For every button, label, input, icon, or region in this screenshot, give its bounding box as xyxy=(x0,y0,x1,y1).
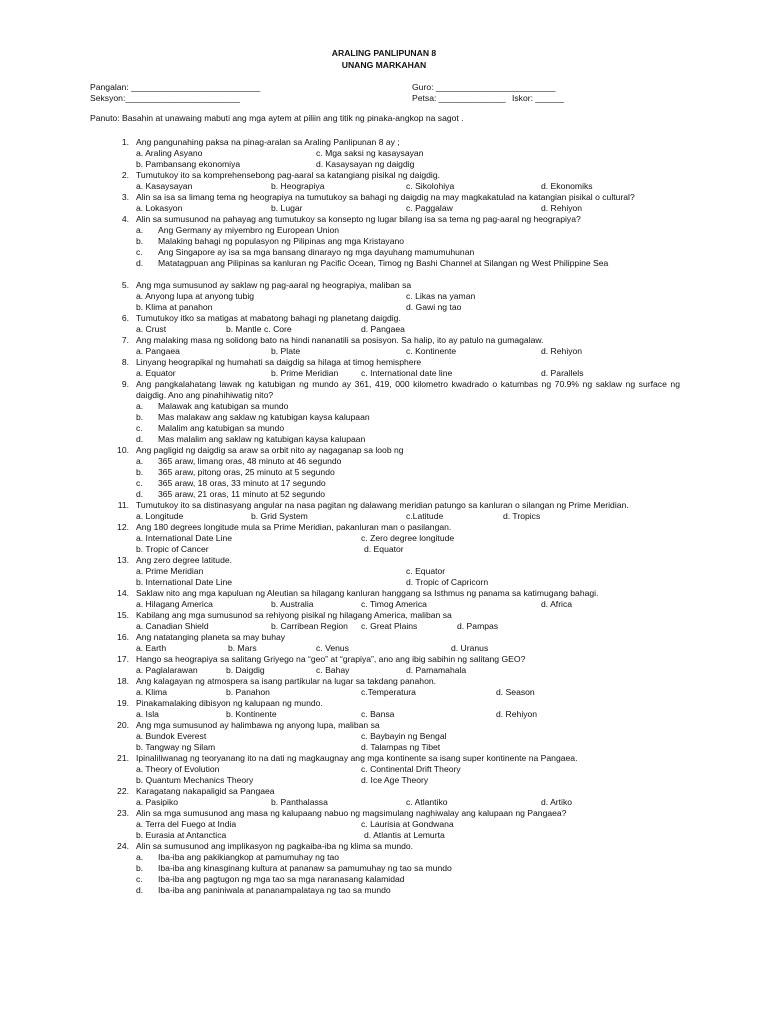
answer-choice: a. Terra del Fuego at India xyxy=(136,819,237,829)
question-text: Ang kalagayan ng atmospera sa isang partikular na lugar sa takdang panahon. xyxy=(136,676,437,686)
choice-text: 365 araw, pitong oras, 25 minuto at 5 segundo xyxy=(158,467,335,477)
question-text: Tumutukoy ito sa distinasyang angular na nasa pagitan ng dalawang meridian patungo sa kanluran o silangan ng Prime Meridian. xyxy=(136,500,629,510)
question-item xyxy=(0,335,768,357)
answer-choice: c. Continental Drift Theory xyxy=(361,764,461,774)
answer-choice: c. Baybayin ng Bengal xyxy=(361,731,447,741)
question-item xyxy=(0,753,768,786)
answer-choice: a. Crust xyxy=(136,324,167,334)
question-number: 10. xyxy=(117,445,129,455)
answer-choice xyxy=(0,885,768,896)
choice-row xyxy=(0,368,768,379)
choice-row xyxy=(0,709,768,720)
choice-row xyxy=(0,742,768,753)
choice-text: Iba-iba ang kinasginang kultura at pananaw sa pamumuhay ng tao sa mundo xyxy=(158,863,452,873)
question-item xyxy=(0,214,768,280)
choice-text: Iba-iba ang pagtugon ng mga tao sa mga naranasang kalamidad xyxy=(158,874,405,884)
answer-choice: b. Prime Meridian xyxy=(271,368,339,378)
teacher-field-label: Guro: _________________________ xyxy=(412,82,556,92)
answer-choice: d. Uranus xyxy=(451,643,489,653)
answer-choice: d. Artiko xyxy=(541,797,573,807)
question-number: 1. xyxy=(121,137,129,147)
question-item xyxy=(0,720,768,753)
answer-choice: c. Venus xyxy=(316,643,349,653)
question-text: Hango sa heograpiya sa salitang Griyego na “geo” at “grapiya”, ano ang ibig sabihin ng salitang GEO? xyxy=(136,654,526,664)
answer-choice: b. International Date Line xyxy=(136,577,233,587)
answer-choice: c.Latitude xyxy=(406,511,444,521)
choice-letter: c. xyxy=(136,874,143,884)
answer-choice: b. Panthalassa xyxy=(271,797,328,807)
choice-row xyxy=(0,544,768,555)
choice-row xyxy=(0,665,768,676)
answer-choice: d. Equator xyxy=(364,544,404,554)
answer-choice: c. Mga saksi ng kasaysayan xyxy=(316,148,424,158)
score-field-label: Iskor: ______ xyxy=(512,93,565,103)
choice-letter: a. xyxy=(136,401,144,411)
choice-row xyxy=(0,324,768,335)
question-list xyxy=(0,137,768,896)
question-number: 3. xyxy=(121,192,129,202)
question-text: Tumutukoy itko sa matigas at mabatong bahagi ng planetang daigdig. xyxy=(136,313,401,323)
question-number: 12. xyxy=(117,522,129,532)
question-text: Ang mga sumusunod ay saklaw ng pag-aaral ng heograpiya, maliban sa xyxy=(136,280,412,290)
choice-text: Malawak ang katubigan sa mundo xyxy=(158,401,289,411)
question-number: 11. xyxy=(117,500,129,510)
answer-choice: a. Bundok Everest xyxy=(136,731,207,741)
question-number: 14. xyxy=(117,588,129,598)
answer-choice: b. Heograpiya xyxy=(271,181,325,191)
choice-letter: d. xyxy=(136,885,144,895)
question-text: Tumutukoy ito sa komprehensebong pag-aaral sa katangiang pisikal ng daigdig. xyxy=(136,170,440,180)
choice-text: Malaking bahagi ng populasyon ng Pilipinas ang mga Kristayano xyxy=(158,236,405,246)
question-number: 6. xyxy=(121,313,129,323)
answer-choice: a. Earth xyxy=(136,643,167,653)
choice-text: 365 araw, 21 oras, 11 minuto at 52 segundo xyxy=(158,489,326,499)
answer-choice: a. Pangaea xyxy=(136,346,180,356)
choice-row xyxy=(0,577,768,588)
answer-choice: a. Longitude xyxy=(136,511,184,521)
answer-choice xyxy=(0,258,768,280)
answer-choice: d. Tropic of Capricorn xyxy=(406,577,489,587)
choice-letter: b. xyxy=(136,467,144,477)
answer-choice: a. Theory of Evolution xyxy=(136,764,220,774)
question-number: 23. xyxy=(117,808,129,818)
choice-row xyxy=(0,731,768,742)
question-text: Alin sa sumusunod ang implikasyon ng pagkaiba-iba ng klima sa mundo. xyxy=(136,841,414,851)
answer-choice xyxy=(0,456,768,467)
answer-choice xyxy=(0,247,768,258)
answer-choice: d. Pangaea xyxy=(361,324,405,334)
answer-choice: d. Africa xyxy=(541,599,573,609)
question-number: 8. xyxy=(121,357,129,367)
answer-choice: c. Equator xyxy=(406,566,446,576)
answer-choice: d. Pamamahala xyxy=(406,665,467,675)
answer-choice: a. Hilagang America xyxy=(136,599,213,609)
question-number: 9. xyxy=(121,379,129,389)
choice-text: 365 araw, 18 oras, 33 minuto at 17 segundo xyxy=(158,478,326,488)
answer-choice: a. Anyong lupa at anyong tubig xyxy=(136,291,255,301)
choice-text: Mas malalim ang saklaw ng katubigan kaysa kalupaan xyxy=(158,434,366,444)
answer-choice: b. Carribean Region xyxy=(271,621,348,631)
choice-row xyxy=(0,621,768,632)
answer-choice: a. Lokasyon xyxy=(136,203,183,213)
answer-choice: a. International Date Line xyxy=(136,533,233,543)
choice-row xyxy=(0,346,768,357)
choice-letter: b. xyxy=(136,863,144,873)
answer-choice: b. Quantum Mechanics Theory xyxy=(136,775,254,785)
answer-choice xyxy=(0,874,768,885)
choice-row xyxy=(0,533,768,544)
question-item xyxy=(0,654,768,676)
answer-choice: c. Likas na yaman xyxy=(406,291,476,301)
question-text: Ang zero degree latitude. xyxy=(136,555,233,565)
choice-row xyxy=(0,302,768,313)
exam-subtitle: UNANG MARKAHAN xyxy=(341,60,427,70)
question-item xyxy=(0,522,768,555)
answer-choice: b. Tropic of Cancer xyxy=(136,544,209,554)
question-text: Ang pangkalahatang lawak ng katubigan ng mundo ay 361, 419, 000 kilometro kwadrado o katumbas ng 70.9% ng saklaw ng surface ng daigdig. Ano ang pinahihiwatig nito? xyxy=(136,379,680,400)
answer-choice: d. Parallels xyxy=(541,368,584,378)
answer-choice xyxy=(0,412,768,423)
date-field-label: Petsa: ______________ xyxy=(412,93,506,103)
answer-choice: b. Mantle xyxy=(226,324,262,334)
question-item xyxy=(0,445,768,500)
answer-choice: b. Daigdig xyxy=(226,665,265,675)
answer-choice xyxy=(0,401,768,412)
answer-choice: b. Mars xyxy=(228,643,257,653)
question-number: 22. xyxy=(117,786,129,796)
answer-choice: c. Core xyxy=(264,324,292,334)
choice-row xyxy=(0,566,768,577)
choice-row xyxy=(0,148,768,159)
question-number: 13. xyxy=(117,555,129,565)
answer-choice: b. Grid System xyxy=(251,511,308,521)
answer-choice: a. Kasaysayan xyxy=(136,181,193,191)
choice-row xyxy=(0,797,768,808)
answer-choice: d. Talampas ng Tibet xyxy=(361,742,441,752)
answer-choice: a. Paglalarawan xyxy=(136,665,198,675)
question-text: Alin sa sumusunod na pahayag ang tumutukoy sa konsepto ng lugar bilang isa sa tema ng pag-aaral ng heograpiya? xyxy=(136,214,581,224)
answer-choice: d. Pampas xyxy=(457,621,499,631)
answer-choice: b. Pambansang ekonomiya xyxy=(136,159,241,169)
answer-choice: d. Rehiyon xyxy=(496,709,538,719)
choice-row xyxy=(0,819,768,830)
answer-choice: c. Paggalaw xyxy=(406,203,453,213)
answer-choice: a. Canadian Shield xyxy=(136,621,209,631)
question-text: Ipinaliliwanag ng teoryanang ito na dati ng magkaugnay ang mga kontinente sa isang super kontinente na Pangaea. xyxy=(136,753,578,763)
choice-text: Iba-iba ang pakikiangkop at pamumuhay ng tao xyxy=(158,852,340,862)
answer-choice: d. Tropics xyxy=(503,511,541,521)
question-text: Ang mga sumusunod ay halimbawa ng anyong lupa, maliban sa xyxy=(136,720,380,730)
question-text: Saklaw nito ang mga kapuluan ng Aleutian sa hilagang kanluran hanggang sa Isthmus ng panama sa katimugang bahagi. xyxy=(136,588,599,598)
question-item xyxy=(0,841,768,896)
choice-letter: c. xyxy=(136,423,143,433)
answer-choice xyxy=(0,478,768,489)
instructions: Panuto: Basahin at unawaing mabuti ang mga aytem at piliin ang titik ng pinaka-angkop na sagot . xyxy=(90,113,464,123)
choice-text: Ang Germany ay miyembro ng European Union xyxy=(158,225,340,235)
question-text: Ang pangunahing paksa na pinag-aralan sa Araling Panlipunan 8 ay ; xyxy=(136,137,400,147)
answer-choice: c. Bahay xyxy=(316,665,350,675)
choice-letter: d. xyxy=(136,434,144,444)
exam-title: ARALING PANLIPUNAN 8 xyxy=(331,48,437,58)
answer-choice xyxy=(0,225,768,236)
question-item xyxy=(0,313,768,335)
answer-choice: d. Atlantis at Lemurta xyxy=(364,830,445,840)
question-text: Kabilang ang mga sumusunod sa rehiyong pisikal ng hilagang America, maliban sa xyxy=(136,610,452,620)
choice-row xyxy=(0,643,768,654)
answer-choice: a. Pasipiko xyxy=(136,797,179,807)
choice-text: Mas malakaw ang saklaw ng katubigan kaysa kalupaan xyxy=(158,412,370,422)
answer-choice xyxy=(0,863,768,874)
question-item xyxy=(0,170,768,192)
question-item xyxy=(0,137,768,170)
answer-choice: b. Eurasia at Antanctica xyxy=(136,830,227,840)
question-item xyxy=(0,280,768,313)
answer-choice: d. Ice Age Theory xyxy=(361,775,429,785)
question-item xyxy=(0,500,768,522)
answer-choice: b. Panahon xyxy=(226,687,270,697)
choice-row xyxy=(0,181,768,192)
choice-text: 365 araw, limang oras, 48 minuto at 46 segundo xyxy=(158,456,342,466)
answer-choice xyxy=(0,434,768,445)
answer-choice: c.Temperatura xyxy=(361,687,416,697)
answer-choice: b. Kontinente xyxy=(226,709,277,719)
choice-row xyxy=(0,203,768,214)
choice-row xyxy=(0,830,768,841)
answer-choice: b. Klima at panahon xyxy=(136,302,213,312)
answer-choice: d. Rehiyon xyxy=(541,346,583,356)
answer-choice: c. Laurisia at Gondwana xyxy=(361,819,454,829)
question-text: Ang pagligid ng daigdig sa araw sa orbit nito ay nagaganap sa loob ng xyxy=(136,445,404,455)
choice-letter: a. xyxy=(136,456,144,466)
choice-letter: b. xyxy=(136,236,144,246)
question-text: Ang natatanging planeta sa may buhay xyxy=(136,632,286,642)
question-number: 4. xyxy=(121,214,129,224)
answer-choice xyxy=(0,489,768,500)
question-item xyxy=(0,808,768,841)
question-item xyxy=(0,632,768,654)
question-number: 24. xyxy=(117,841,129,851)
choice-row xyxy=(0,775,768,786)
section-field-label: Seksyon:________________________ xyxy=(90,93,241,103)
question-item xyxy=(0,610,768,632)
question-item xyxy=(0,588,768,610)
answer-choice: b. Lugar xyxy=(271,203,303,213)
choice-row xyxy=(0,687,768,698)
answer-choice: a. Prime Meridian xyxy=(136,566,204,576)
question-item xyxy=(0,698,768,720)
choice-text: Malalim ang katubigan sa mundo xyxy=(158,423,285,433)
answer-choice xyxy=(0,852,768,863)
choice-letter: a. xyxy=(136,225,144,235)
choice-letter: d. xyxy=(136,258,144,268)
question-number: 16. xyxy=(117,632,129,642)
question-text: Alin sa mga sumusunod ang masa ng kalupaang nabuo ng magsimulang naghiwalay ang kalupaan ng Pangaea? xyxy=(136,808,567,818)
question-number: 17. xyxy=(117,654,129,664)
choice-letter: c. xyxy=(136,478,143,488)
question-text: Ang 180 degrees longitude mula sa Prime Meridian, pakanluran man o pasilangan. xyxy=(136,522,452,532)
question-item xyxy=(0,192,768,214)
question-number: 5. xyxy=(121,280,129,290)
question-number: 18. xyxy=(117,676,129,686)
question-item xyxy=(0,676,768,698)
answer-choice: d. Kasaysayan ng daigdig xyxy=(316,159,415,169)
question-number: 20. xyxy=(117,720,129,730)
choice-text: Ang Singapore ay isa sa mga bansang dinarayo ng mga dayuhang mamumuhunan xyxy=(158,247,475,257)
choice-letter: a. xyxy=(136,852,144,862)
answer-choice: b. Tangway ng Silam xyxy=(136,742,216,752)
answer-choice: c. International date line xyxy=(361,368,453,378)
answer-choice: d. Season xyxy=(496,687,535,697)
answer-choice: a. Klima xyxy=(136,687,168,697)
question-text: Ang malaking masa ng solidong bato na hindi nananatili sa posisyon. Sa halip, ito ay patulo na gumagalaw. xyxy=(136,335,544,345)
answer-choice: c. Bansa xyxy=(361,709,395,719)
question-number: 7. xyxy=(121,335,129,345)
choice-row xyxy=(0,291,768,302)
answer-choice: c. Timog America xyxy=(361,599,427,609)
answer-choice: d. Ekonomiks xyxy=(541,181,593,191)
answer-choice: c. Sikolohiya xyxy=(406,181,455,191)
question-number: 19. xyxy=(117,698,129,708)
question-item xyxy=(0,379,768,445)
question-text: Alin sa isa sa limang tema ng heograpiya na tumutukoy sa bahagi ng daigdig na may magkakatulad na katangian pisikal o cultural? xyxy=(136,192,635,202)
answer-choice: b. Plate xyxy=(271,346,301,356)
choice-letter: b. xyxy=(136,412,144,422)
answer-choice: c. Atlantiko xyxy=(406,797,448,807)
question-text: Linyang heograpikal ng humahati sa daigdig sa hilaga at timog hemisphere xyxy=(136,357,422,367)
answer-choice xyxy=(0,467,768,478)
choice-text: Iba-iba ang paniniwala at pananampalataya ng tao sa mundo xyxy=(158,885,391,895)
question-item xyxy=(0,555,768,588)
answer-choice: a. Araling Asyano xyxy=(136,148,203,158)
answer-choice: d. Rehiyon xyxy=(541,203,583,213)
name-field-label: Pangalan: ___________________________ xyxy=(90,82,261,92)
answer-choice xyxy=(0,236,768,247)
choice-text: Matatagpuan ang Pilipinas sa kanluran ng Pacific Ocean, Timog ng Bashi Channel at Silangan ng West Philippine Sea xyxy=(158,258,609,268)
question-number: 15. xyxy=(117,610,129,620)
question-text: Karagatang nakapaligid sa Pangaea xyxy=(136,786,275,796)
question-text: Pinakamalaking dibisyon ng kalupaan ng mundo. xyxy=(136,698,323,708)
answer-choice: c. Great Plains xyxy=(361,621,418,631)
answer-choice: a. Equator xyxy=(136,368,176,378)
answer-choice: b. Australia xyxy=(271,599,314,609)
choice-row xyxy=(0,159,768,170)
answer-choice: a. Isla xyxy=(136,709,159,719)
choice-row xyxy=(0,764,768,775)
question-item xyxy=(0,357,768,379)
choice-letter: c. xyxy=(136,247,143,257)
choice-row xyxy=(0,599,768,610)
answer-choice xyxy=(0,423,768,434)
choice-row xyxy=(0,511,768,522)
question-number: 21. xyxy=(117,753,129,763)
question-item xyxy=(0,786,768,808)
answer-choice: c. Zero degree longitude xyxy=(361,533,455,543)
choice-letter: d. xyxy=(136,489,144,499)
question-number: 2. xyxy=(121,170,129,180)
answer-choice: d. Gawi ng tao xyxy=(406,302,462,312)
answer-choice: c. Kontinente xyxy=(406,346,457,356)
